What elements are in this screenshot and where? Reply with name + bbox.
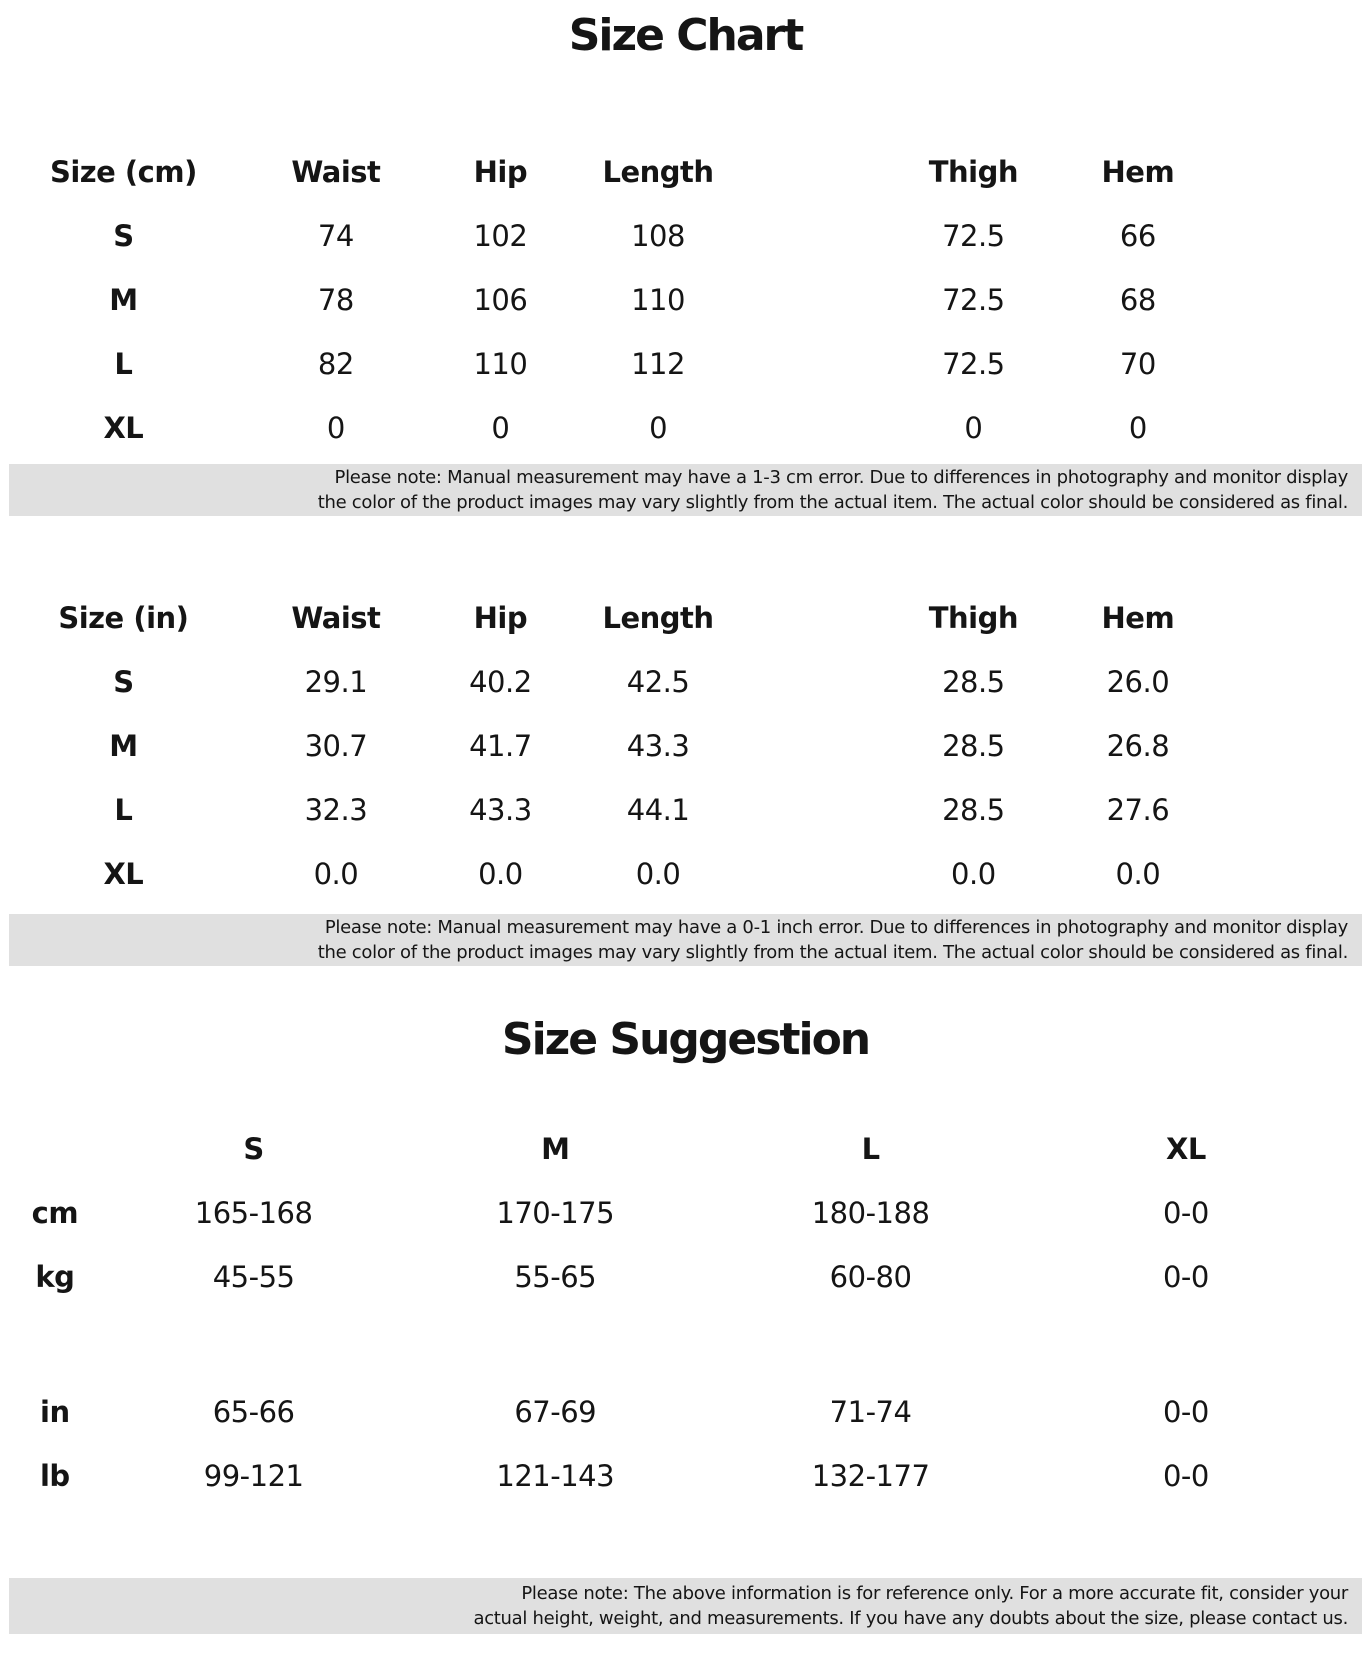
measurement-note-in (9, 914, 1362, 966)
column-header-l: L (861, 1132, 880, 1166)
column-header-length: Length (602, 155, 714, 189)
cell-waist: 74 (317, 219, 354, 253)
cell-hem: 68 (1119, 283, 1156, 317)
row-label-lb: lb (39, 1459, 70, 1493)
row-label-in: in (40, 1395, 70, 1429)
table-row (0, 396, 1371, 460)
cell-s: 65-66 (212, 1395, 295, 1429)
cell-hem: 26.0 (1106, 665, 1170, 699)
column-header-waist: Waist (291, 601, 381, 635)
table-row (0, 650, 1371, 714)
table-row (0, 1444, 1371, 1508)
cell-xl: 0-0 (1162, 1395, 1209, 1429)
size-suggestion-table (0, 1117, 1371, 1508)
cell-hem: 26.8 (1106, 729, 1170, 763)
row-label-size: L (114, 347, 133, 381)
cell-thigh: 72.5 (942, 219, 1005, 253)
cell-hip: 102 (473, 219, 528, 253)
cell-m: 170-175 (496, 1196, 615, 1230)
note-line: Please note: The above information is for reference only. For a more accurate fit, consider your (521, 1583, 1348, 1604)
cell-waist: 29.1 (304, 665, 368, 699)
cell-hip: 106 (473, 283, 528, 317)
cell-waist: 82 (317, 347, 354, 381)
size-suggestion-title: Size Suggestion (501, 1014, 870, 1065)
cell-waist: 0 (326, 411, 345, 445)
cell-hip: 0 (491, 411, 510, 445)
column-header-hip: Hip (473, 601, 528, 635)
column-header-waist: Waist (291, 155, 381, 189)
row-label-cm: cm (31, 1196, 79, 1230)
page-title: Size Chart (568, 10, 803, 61)
cell-l: 71-74 (829, 1395, 912, 1429)
cell-thigh: 72.5 (942, 283, 1005, 317)
column-header-hem: Hem (1101, 601, 1175, 635)
cell-s: 99-121 (203, 1459, 304, 1493)
measurement-note-cm (9, 464, 1362, 516)
table-row (0, 1380, 1371, 1444)
size-table-in-header-row (0, 586, 1371, 650)
table-row (0, 268, 1371, 332)
cell-hem: 70 (1119, 347, 1156, 381)
size-table-cm (0, 140, 1371, 516)
cell-thigh: 72.5 (942, 347, 1005, 381)
cell-length: 43.3 (626, 729, 690, 763)
column-header-size-in: Size (in) (58, 601, 189, 635)
cell-thigh: 0 (964, 411, 983, 445)
cell-hem: 66 (1119, 219, 1156, 253)
table-row (0, 1181, 1371, 1245)
column-header-xl: XL (1165, 1132, 1206, 1166)
note-line: Please note: Manual measurement may have a 0-1 inch error. Due to differences in photography and monitor display (324, 917, 1348, 938)
note-line: the color of the product images may vary slightly from the actual item. The actual color should be considered as final. (317, 492, 1348, 513)
column-header-size-cm: Size (cm) (49, 155, 197, 189)
cell-xl: 0-0 (1162, 1459, 1209, 1493)
cell-xl: 0-0 (1162, 1196, 1209, 1230)
cell-hem: 0.0 (1115, 857, 1161, 891)
cell-length: 110 (631, 283, 685, 317)
cell-m: 67-69 (514, 1395, 597, 1429)
cell-hip: 43.3 (469, 793, 532, 827)
cell-length: 44.1 (626, 793, 690, 827)
cell-hip: 40.2 (469, 665, 532, 699)
cell-waist: 30.7 (304, 729, 368, 763)
cell-length: 0 (649, 411, 668, 445)
table-row (0, 842, 1371, 906)
row-label-size: XL (103, 857, 144, 891)
note-line: the color of the product images may vary slightly from the actual item. The actual color should be considered as final. (317, 942, 1348, 963)
row-label-size: M (109, 283, 138, 317)
cell-s: 45-55 (212, 1260, 295, 1294)
row-label-size: XL (103, 411, 144, 445)
cell-m: 121-143 (496, 1459, 615, 1493)
cell-xl: 0-0 (1162, 1260, 1209, 1294)
cell-thigh: 28.5 (942, 729, 1005, 763)
cell-waist: 78 (317, 283, 354, 317)
column-header-thigh: Thigh (928, 155, 1018, 189)
column-header-thigh: Thigh (928, 601, 1018, 635)
row-label-size: S (113, 219, 134, 253)
size-suggestion-header-row (0, 1117, 1371, 1181)
column-header-hip: Hip (473, 155, 528, 189)
row-label-size: S (113, 665, 134, 699)
cell-m: 55-65 (514, 1260, 597, 1294)
note-line: actual height, weight, and measurements. If you have any doubts about the size, please contact us. (473, 1608, 1348, 1629)
table-row (0, 332, 1371, 396)
row-label-kg: kg (35, 1260, 75, 1294)
cell-hem: 27.6 (1106, 793, 1170, 827)
column-header-m: M (541, 1132, 570, 1166)
cell-length: 112 (631, 347, 685, 381)
cell-length: 108 (631, 219, 685, 253)
cell-thigh: 0.0 (951, 857, 996, 891)
row-label-size: M (109, 729, 138, 763)
cell-hem: 0 (1128, 411, 1147, 445)
cell-s: 165-168 (194, 1196, 313, 1230)
table-row (0, 778, 1371, 842)
row-label-size: L (114, 793, 133, 827)
cell-thigh: 28.5 (942, 665, 1005, 699)
size-table-in (0, 586, 1371, 966)
cell-length: 0.0 (635, 857, 681, 891)
cell-waist: 0.0 (313, 857, 359, 891)
cell-l: 180-188 (811, 1196, 930, 1230)
cell-thigh: 28.5 (942, 793, 1005, 827)
column-header-s: S (243, 1132, 264, 1166)
cell-l: 132-177 (811, 1459, 930, 1493)
column-header-length: Length (602, 601, 714, 635)
reference-note (9, 1578, 1362, 1634)
size-table-cm-header-row (0, 140, 1371, 204)
cell-hip: 0.0 (478, 857, 523, 891)
column-header-hem: Hem (1101, 155, 1175, 189)
table-row (0, 1245, 1371, 1309)
table-row (0, 204, 1371, 268)
cell-hip: 110 (473, 347, 528, 381)
note-line: Please note: Manual measurement may have a 1-3 cm error. Due to differences in photography and monitor display (334, 467, 1348, 488)
cell-hip: 41.7 (469, 729, 532, 763)
table-row (0, 714, 1371, 778)
cell-length: 42.5 (626, 665, 690, 699)
cell-l: 60-80 (829, 1260, 912, 1294)
cell-waist: 32.3 (304, 793, 368, 827)
